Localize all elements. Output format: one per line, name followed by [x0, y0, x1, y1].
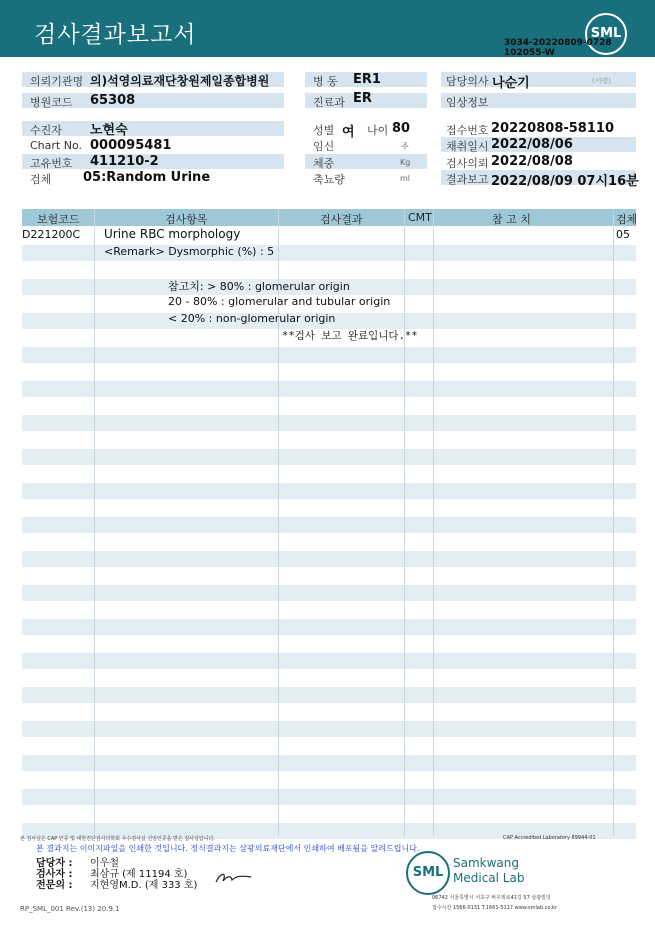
reference-line-3: < 20% : non-glomerular origin [168, 312, 336, 325]
table-stripe-row [22, 415, 636, 431]
dept-value: ER [353, 91, 372, 106]
patient-label: 수진자 [30, 124, 62, 137]
table-stripe-row [22, 585, 636, 601]
tester-value: 최삼규 (제 11194 호) [90, 869, 188, 880]
cap-notice: 본 검사실은 CAP 인증 및 대한진단검사의학회 우수검사실 신임인증을 받은 검사실입니다. [20, 836, 215, 842]
table-stripe-row [22, 721, 636, 737]
weight-label: 체중 [313, 157, 335, 170]
column-divider [433, 209, 434, 836]
pregnancy-label: 임신 [313, 140, 335, 153]
document-id-line1: 3034-20220809-0728 [504, 38, 612, 48]
doctor-sign: (서명) [592, 77, 611, 85]
table-stripe-row [22, 551, 636, 567]
specimen-label: 검체 [30, 173, 52, 186]
brand-name: Samkwang [453, 856, 519, 870]
doctor-label: 담당의사 [446, 75, 489, 88]
dept-label: 진료과 [313, 96, 345, 109]
table-stripe-row [22, 517, 636, 533]
column-divider [613, 209, 614, 836]
row-insurance-code: D221200C [22, 228, 81, 241]
column-divider [94, 209, 95, 836]
print-notice: 본 결과지는 이미지파일을 인쇄한 것입니다. 정식결과지는 삼광의료재단에서 인쇄하여 배포됨을 알려드립니다. [36, 844, 420, 853]
lab-contact: 접수시간 1566-0131 T.1661-5117 www.smlab.co.kr [432, 905, 557, 911]
chart-label: Chart No. [30, 139, 82, 152]
column-header-code: 보험코드 [37, 213, 80, 226]
request-label: 검사의뢰 [446, 157, 489, 170]
reference-line-1: 참고치: > 80% : glomerular origin [168, 280, 350, 293]
age-value: 80 [392, 121, 411, 136]
manager-value: 이우철 [90, 858, 119, 869]
sex-value: 여 [342, 125, 355, 140]
table-stripe-row [22, 755, 636, 771]
receipt-value: 20220808-58110 [491, 121, 614, 136]
column-header-item: 검사항목 [165, 213, 208, 226]
unique-label: 고유번호 [30, 157, 73, 170]
receipt-label: 접수번호 [446, 124, 489, 137]
patient-value: 노현숙 [90, 123, 128, 138]
sml-logo: SML [585, 13, 627, 55]
report-label: 결과보고 [446, 173, 489, 186]
institution-label: 의뢰기관명 [30, 75, 84, 88]
urine-unit: ml [400, 174, 411, 183]
institution-value: 의)석영의료재단창원제일종합병원 [90, 74, 270, 88]
column-header-cmt: CMT [408, 211, 432, 224]
footer-sml-logo: SML [406, 851, 450, 895]
ward-value: ER1 [353, 72, 381, 87]
table-stripe-row [22, 347, 636, 363]
document-id [504, 38, 612, 58]
signature-icon [213, 870, 255, 886]
row-remark: <Remark> Dysmorphic (%) : 5 [104, 245, 275, 258]
weight-unit: Kg [400, 158, 411, 167]
column-divider [404, 209, 405, 836]
form-code: RP_SML_001 Rev.(13) 20.9.1 [20, 905, 120, 913]
lab-address: 06742 서울특별시 서초구 바우뫼로41길 57 삼광빌딩 [432, 895, 551, 901]
age-label: 나이 [367, 124, 389, 137]
table-stripe-row [22, 789, 636, 805]
report-value: 2022/08/09 07시16분 [491, 174, 639, 189]
tester-label: 검사자 : [36, 869, 73, 880]
unique-value: 411210-2 [90, 154, 159, 169]
document-id-line2: 102055-W [504, 48, 555, 58]
table-stripe-row [22, 687, 636, 703]
brand-subtitle: Medical Lab [453, 871, 525, 885]
cap-accreditation: CAP Accredited Laboratory 89944-01 [503, 835, 596, 841]
specimen-value: 05:Random Urine [83, 170, 211, 185]
hospital-code-value: 65308 [90, 93, 136, 108]
collect-value: 2022/08/06 [491, 137, 573, 152]
pregnancy-unit: 주 [401, 142, 409, 151]
row-specimen-code: 05 [616, 228, 630, 241]
column-header-reference: 참 고 치 [492, 213, 531, 226]
table-stripe-row [22, 653, 636, 669]
doctor-value: 나순기 [492, 76, 530, 91]
table-stripe-row [22, 449, 636, 465]
table-stripe-row [22, 483, 636, 499]
table-stripe-row [22, 619, 636, 635]
request-value: 2022/08/08 [491, 154, 573, 169]
row-test-item: Urine RBC morphology [104, 227, 241, 241]
report-title: 검사결과보고서 [34, 22, 197, 48]
specialist-label: 전문의 : [36, 880, 73, 891]
clinical-label: 임상정보 [446, 96, 489, 109]
report-complete-note: **검사 보고 완료입니다.** [282, 330, 418, 342]
column-header-specimen: 검체 [616, 213, 638, 226]
reference-line-2: 20 - 80% : glomerular and tubular origin [168, 295, 391, 308]
hospital-code-label: 병원코드 [30, 96, 73, 109]
collect-label: 채취일시 [446, 140, 489, 153]
ward-label: 병 동 [313, 75, 338, 88]
sex-label: 성별 [313, 124, 335, 137]
specialist-value: 지현영M.D. (제 333 호) [90, 880, 198, 891]
manager-label: 담당자 : [36, 858, 73, 869]
urine-label: 축뇨량 [313, 173, 345, 186]
column-header-result: 검사결과 [320, 213, 363, 226]
table-stripe-row [22, 381, 636, 397]
chart-value: 000095481 [90, 138, 172, 153]
